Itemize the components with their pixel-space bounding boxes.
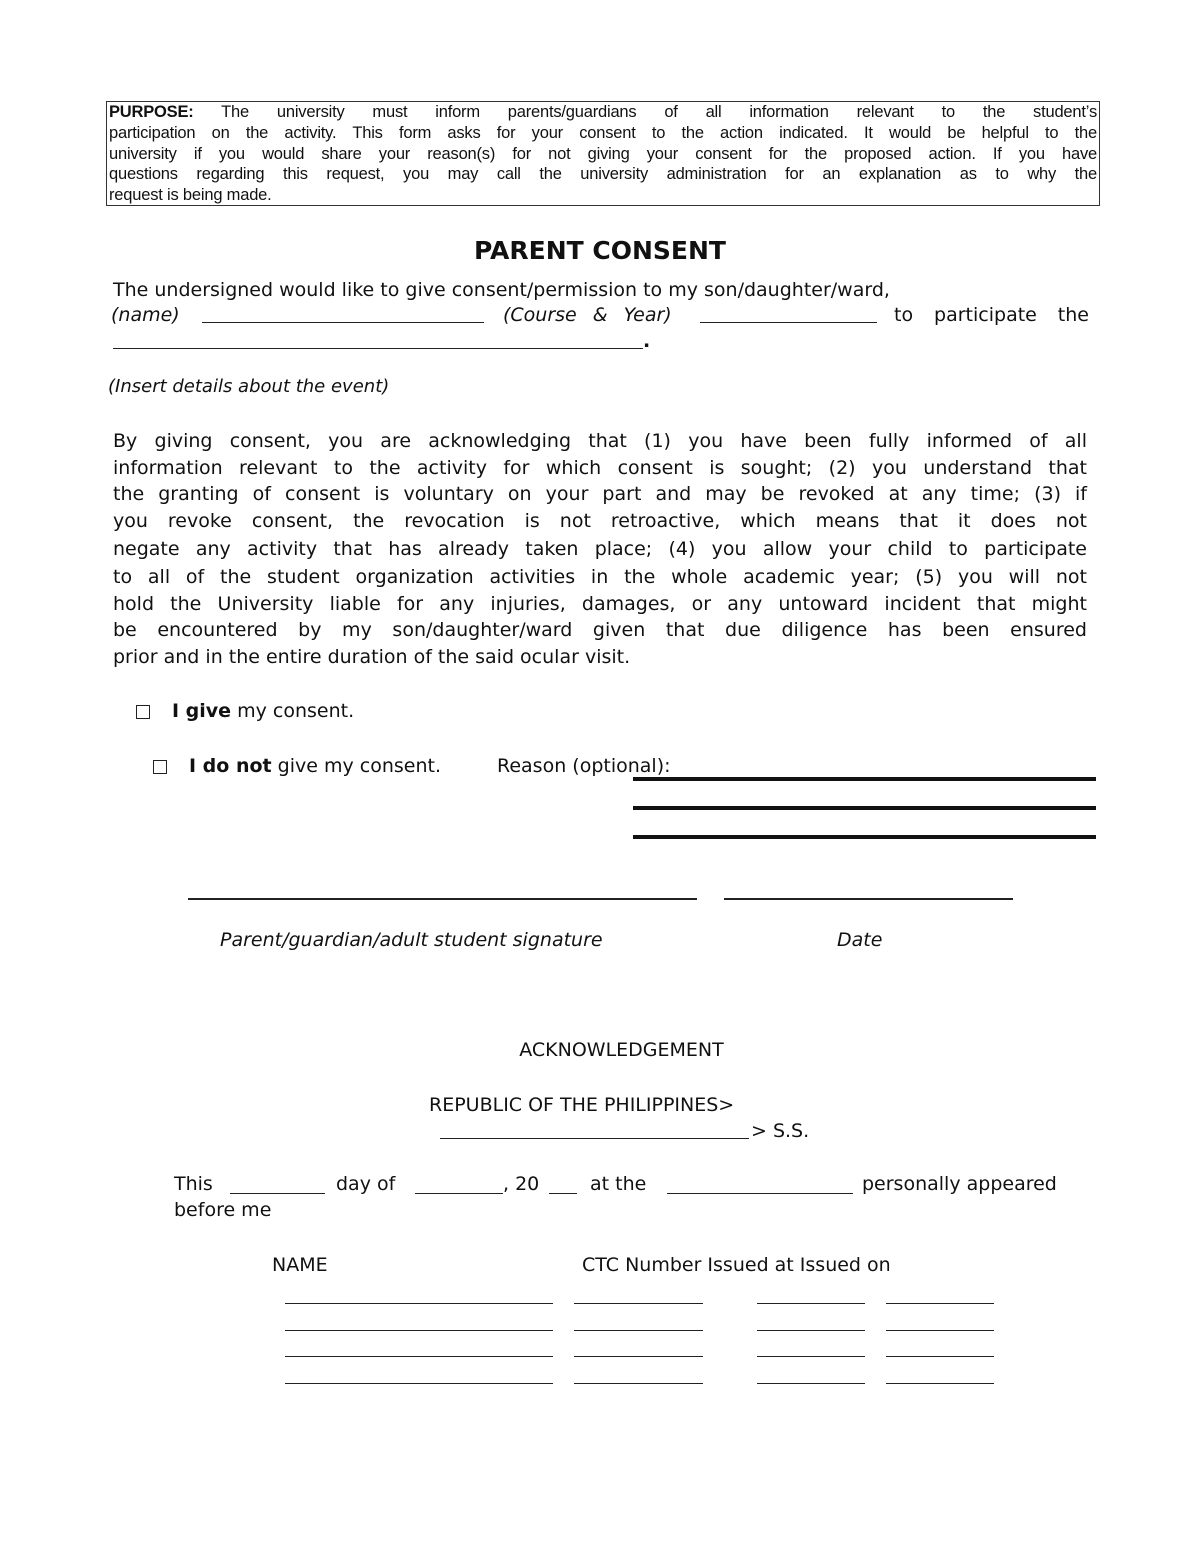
option-text: give my consent. bbox=[271, 755, 442, 777]
place-field[interactable] bbox=[667, 1193, 853, 1194]
issued-on-field[interactable] bbox=[886, 1330, 994, 1331]
day-field[interactable] bbox=[230, 1193, 325, 1194]
name-field[interactable] bbox=[285, 1330, 553, 1331]
this-text: This bbox=[174, 1173, 213, 1195]
event-details-note: (Insert details about the event) bbox=[108, 376, 390, 397]
intro-text: The undersigned would like to give consent/permission to my son/daughter/ward, bbox=[113, 279, 890, 301]
body-line: prior and in the entire duration of the said ocular visit. bbox=[113, 646, 631, 668]
issued-at-field[interactable] bbox=[757, 1356, 865, 1357]
option-bold: I give bbox=[172, 700, 232, 722]
republic-text: REPUBLIC OF THE PHILIPPINES> bbox=[429, 1094, 735, 1116]
ctc-field[interactable] bbox=[574, 1303, 703, 1304]
option-text: my consent. bbox=[231, 700, 355, 722]
issued-on-field[interactable] bbox=[886, 1383, 994, 1384]
purpose-line: request is being made. bbox=[109, 186, 272, 205]
purpose-line: questions regarding this request, you may call the university administration for an explanation as to why the bbox=[109, 165, 1097, 184]
at-the-text: at the bbox=[590, 1173, 647, 1195]
acknowledgement-title: ACKNOWLEDGEMENT bbox=[519, 1039, 724, 1061]
column-ctc-issued: CTC Number Issued at Issued on bbox=[582, 1254, 891, 1276]
body-line: to all of the student organization activities in the whole academic year; (5) you will not bbox=[113, 566, 1087, 588]
year-prefix: , 20 bbox=[503, 1173, 540, 1195]
course-field[interactable] bbox=[700, 322, 877, 323]
purpose-box bbox=[106, 101, 1100, 206]
purpose-line: university if you would share your reason(s) for not giving your consent for the proposed action. If you have bbox=[109, 144, 1097, 163]
ss-text: > S.S. bbox=[751, 1120, 810, 1142]
issued-at-field[interactable] bbox=[757, 1303, 865, 1304]
event-field[interactable] bbox=[113, 348, 643, 349]
reason-label: Reason (optional): bbox=[497, 755, 671, 777]
option-not-give-consent[interactable] bbox=[153, 755, 441, 777]
ctc-field[interactable] bbox=[574, 1356, 703, 1357]
venue-field[interactable] bbox=[440, 1138, 749, 1139]
before-me-text: before me bbox=[174, 1199, 272, 1221]
issued-on-field[interactable] bbox=[886, 1303, 994, 1304]
period: . bbox=[643, 330, 651, 352]
ctc-field[interactable] bbox=[574, 1330, 703, 1331]
checkbox-not-give[interactable] bbox=[153, 760, 167, 774]
reason-field[interactable] bbox=[633, 777, 1096, 781]
purpose-line: The university must inform parents/guardians of all information relevant to the student’s bbox=[193, 103, 1097, 121]
column-name: NAME bbox=[272, 1254, 328, 1276]
participate-text: to participate the bbox=[894, 304, 1089, 326]
body-line: hold the University liable for any injuries, damages, or any untoward incident that might bbox=[113, 593, 1087, 615]
body-line: you revoke consent, the revocation is not retroactive, which means that it does not bbox=[113, 510, 1087, 532]
body-line: the granting of consent is voluntary on your part and may be revoked at any time; (3) if bbox=[113, 483, 1087, 505]
body-line: negate any activity that has already taken place; (4) you allow your child to participate bbox=[113, 538, 1087, 560]
date-field[interactable] bbox=[724, 898, 1013, 900]
name-field[interactable] bbox=[202, 322, 484, 323]
purpose-label: PURPOSE: bbox=[109, 103, 194, 121]
signature-field[interactable] bbox=[188, 898, 697, 900]
name-field[interactable] bbox=[285, 1356, 553, 1357]
course-label: (Course & Year) bbox=[503, 304, 672, 326]
option-give-consent[interactable] bbox=[136, 700, 354, 722]
name-field[interactable] bbox=[285, 1383, 553, 1384]
reason-field[interactable] bbox=[633, 835, 1096, 839]
month-field[interactable] bbox=[415, 1193, 503, 1194]
issued-at-field[interactable] bbox=[757, 1330, 865, 1331]
year-field[interactable] bbox=[549, 1193, 577, 1194]
purpose-line: participation on the activity. This form asks for your consent to the action indicated. It would be helpful to the bbox=[109, 123, 1097, 142]
body-line: be encountered by my son/daughter/ward given that due diligence has been ensured bbox=[113, 619, 1087, 641]
day-of-text: day of bbox=[336, 1173, 396, 1195]
body-line: information relevant to the activity for which consent is sought; (2) you understand that bbox=[113, 457, 1087, 479]
issued-on-field[interactable] bbox=[886, 1356, 994, 1357]
option-bold: I do not bbox=[189, 755, 272, 777]
issued-at-field[interactable] bbox=[757, 1383, 865, 1384]
name-field[interactable] bbox=[285, 1303, 553, 1304]
appeared-text: personally appeared bbox=[862, 1173, 1057, 1195]
signature-label: Parent/guardian/adult student signature bbox=[220, 929, 603, 951]
page-title: PARENT CONSENT bbox=[474, 236, 726, 265]
checkbox-give[interactable] bbox=[136, 705, 150, 719]
ctc-field[interactable] bbox=[574, 1383, 703, 1384]
reason-field[interactable] bbox=[633, 806, 1096, 810]
name-label: (name) bbox=[111, 304, 180, 326]
body-line: By giving consent, you are acknowledging that (1) you have been fully informed of all bbox=[113, 430, 1087, 452]
date-label: Date bbox=[837, 929, 883, 951]
